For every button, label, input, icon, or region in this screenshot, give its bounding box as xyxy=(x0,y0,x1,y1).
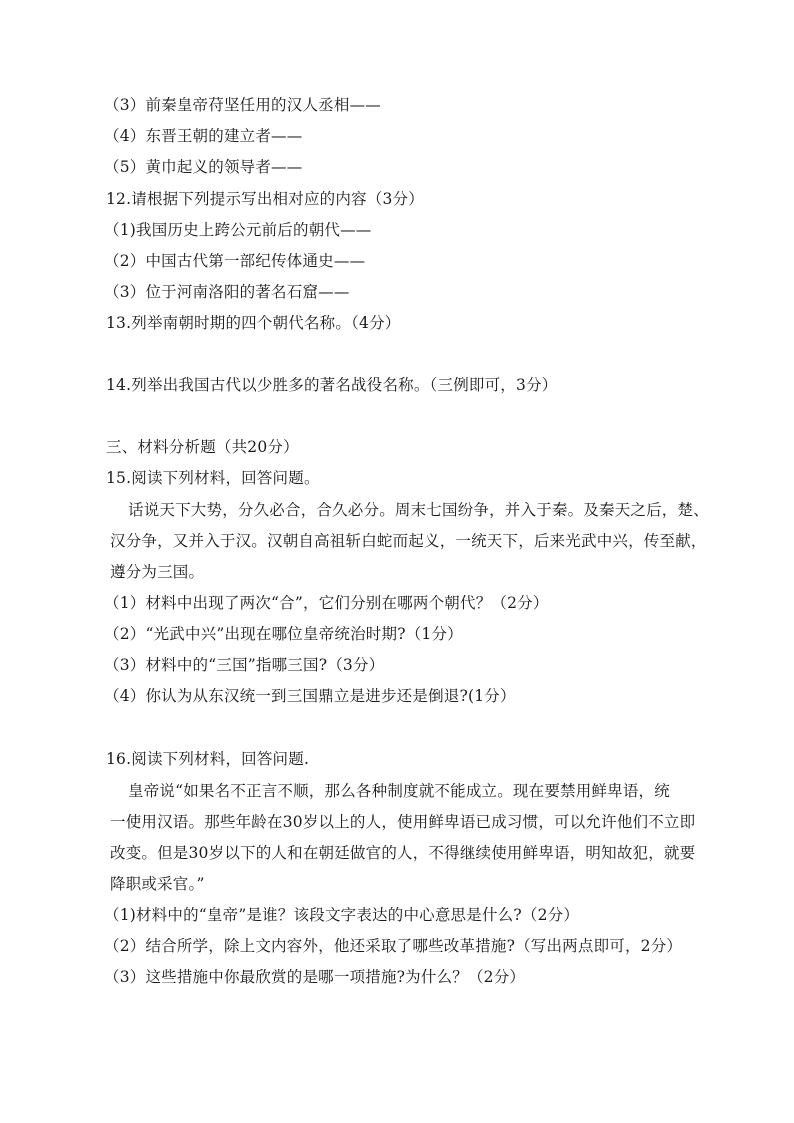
q15-item-1: （1）材料中出现了两次“合”，它们分别在哪两个朝代？（2分） xyxy=(104,594,549,612)
q15-item-2: （2）“光武中兴”出现在哪位皇帝统治时期?（1分） xyxy=(104,625,463,643)
q14-prompt: 14.列举出我国古代以少胜多的著名战役名称。（三例即可，3分） xyxy=(106,376,558,394)
q11-item-4: （4）东晋王朝的建立者—— xyxy=(104,127,303,145)
q15-material-line-1: 话说天下大势，分久必合，合久必分。周末七国纷争，并入于秦。及秦天之后，楚、 xyxy=(128,501,709,519)
q15-material-line-2: 汉分争，又并入于汉。汉朝自高祖斩白蛇而起义，一统天下，后来光武中兴，传至献， xyxy=(110,532,707,550)
q16-material-line-2: 一使用汉语。那些年龄在30岁以上的人，使用鲜卑语已成习惯，可以允许他们不立即 xyxy=(110,813,696,831)
q12-item-1: （1)我国历史上跨公元前后的朝代—— xyxy=(104,221,372,239)
q12-item-3: （3）位于河南洛阳的著名石窟—— xyxy=(104,283,350,301)
q16-item-2: （2）结合所学，除上文内容外，他还采取了哪些改革措施?（写出两点即可，2分） xyxy=(104,937,683,955)
q15-item-4: （4）你认为从东汉统一到三国鼎立是进步还是倒退?(1分） xyxy=(104,687,516,705)
q16-prompt: 16.阅读下列材料，回答问题. xyxy=(106,750,310,768)
q12-prompt: 12.请根据下列提示写出相对应的内容（3分） xyxy=(106,190,424,208)
q15-item-3: （3）材料中的“三国”指哪三国?（3分） xyxy=(104,656,385,674)
q16-item-3: （3）这些措施中你最欣赏的是哪一项措施?为什么？（2分） xyxy=(104,968,526,986)
q12-item-2: （2）中国古代第一部纪传体通史—— xyxy=(104,252,366,270)
q15-material-line-3: 遵分为三国。 xyxy=(110,563,205,581)
q16-material-line-1: 皇帝说“如果名不正言不顺，那么各种制度就不能成立。现在要禁用鲜卑语，统 xyxy=(128,782,670,800)
section3-heading: 三、材料分析题（共20分） xyxy=(106,438,299,456)
q15-prompt: 15.阅读下列材料，回答问题。 xyxy=(106,469,320,487)
q11-item-5: （5）黄巾起义的领导者—— xyxy=(104,158,303,176)
q13-prompt: 13.列举南朝时期的四个朝代名称。（4分） xyxy=(106,314,401,332)
q16-material-line-4: 降职或采官。” xyxy=(110,875,205,893)
q11-item-3: （3）前秦皇帝苻坚任用的汉人丞相—— xyxy=(104,96,381,114)
q16-item-1: （1)材料中的“皇帝”是谁？该段文字表达的中心意思是什么?（2分） xyxy=(104,906,580,924)
q16-material-line-3: 改变。但是30岁以下的人和在朝廷做官的人，不得继续使用鲜卑语，明知故犯，就要 xyxy=(110,844,696,862)
